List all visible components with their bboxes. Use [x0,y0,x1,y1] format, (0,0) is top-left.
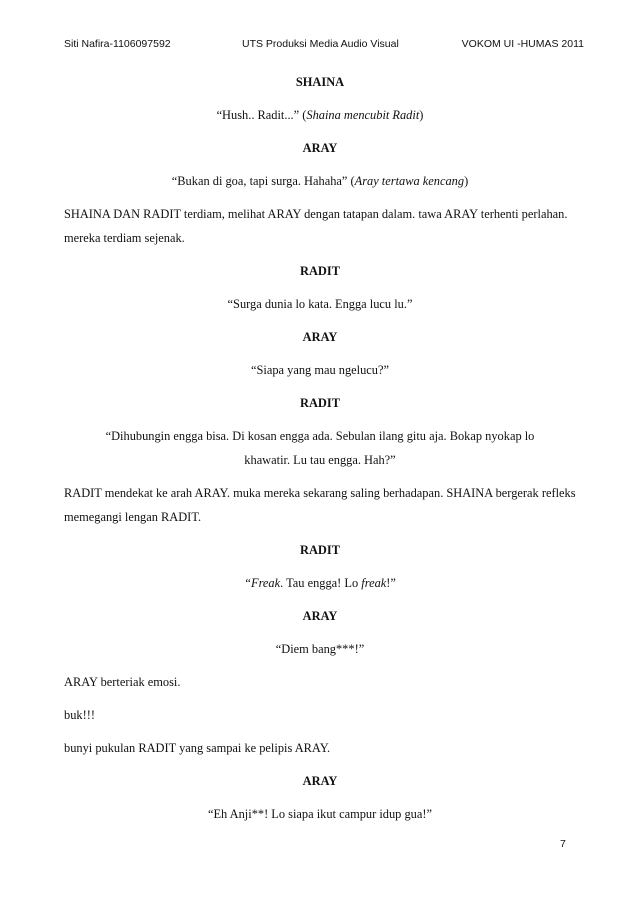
dialogue-line: “Hush.. Radit...” (Shaina mencubit Radit) [216,108,424,122]
speaker-name: RADIT [300,264,340,278]
speaker-name: ARAY [302,774,338,788]
speaker-name: SHAINA [295,75,345,89]
stage-direction: Shaina mencubit Radit [306,108,420,122]
dialogue-line: “Freak. Tau engga! Lo freak!” [244,576,396,590]
dialogue-line: “Siapa yang mau ngelucu?” [251,363,389,377]
speaker-name: RADIT [300,543,340,557]
dialogue-line: “Bukan di goa, tapi surga. Hahaha” (Aray tertawa kencang) [171,174,469,188]
header-program: VOKOM UI -HUMAS 2011 [461,38,584,50]
dialogue-line: “Eh Anji**! Lo siapa ikut campur idup gua!” [207,807,432,821]
emphasis: freak [361,576,387,590]
script-body [64,70,576,835]
dialogue-line: “Surga dunia lo kata. Engga lucu lu.” [227,297,413,311]
speaker-name: ARAY [302,141,338,155]
action-line: ARAY berteriak emosi. [64,675,181,689]
action-line: bunyi pukulan RADIT yang sampai ke pelipis ARAY. [64,741,331,755]
page-header [64,38,584,54]
dialogue-line: “Diem bang***!” [275,642,365,656]
dialogue-line: “Dihubungin engga bisa. Di kosan engga ada. Sebulan ilang gitu aja. Bokap nyokap lo khawatir. Lu tau engga. Hah?” [105,429,535,467]
speaker-name: RADIT [300,396,340,410]
emphasis: Freak [251,576,281,590]
stage-direction: Aray tertawa kencang [354,174,465,188]
action-line: SHAINA DAN RADIT terdiam, melihat ARAY dengan tatapan dalam. tawa ARAY terhenti perlahan. mereka terdiam sejenak. [64,207,568,245]
speaker-name: ARAY [302,609,338,623]
header-author: Siti Nafira-1106097592 [64,38,171,50]
action-line: RADIT mendekat ke arah ARAY. muka mereka sekarang saling berhadapan. SHAINA bergerak refleks memegangi lengan RADIT. [64,486,576,524]
speaker-name: ARAY [302,330,338,344]
action-line: buk!!! [64,708,95,722]
header-course: UTS Produksi Media Audio Visual [242,38,399,50]
page-number: 7 [560,838,566,850]
